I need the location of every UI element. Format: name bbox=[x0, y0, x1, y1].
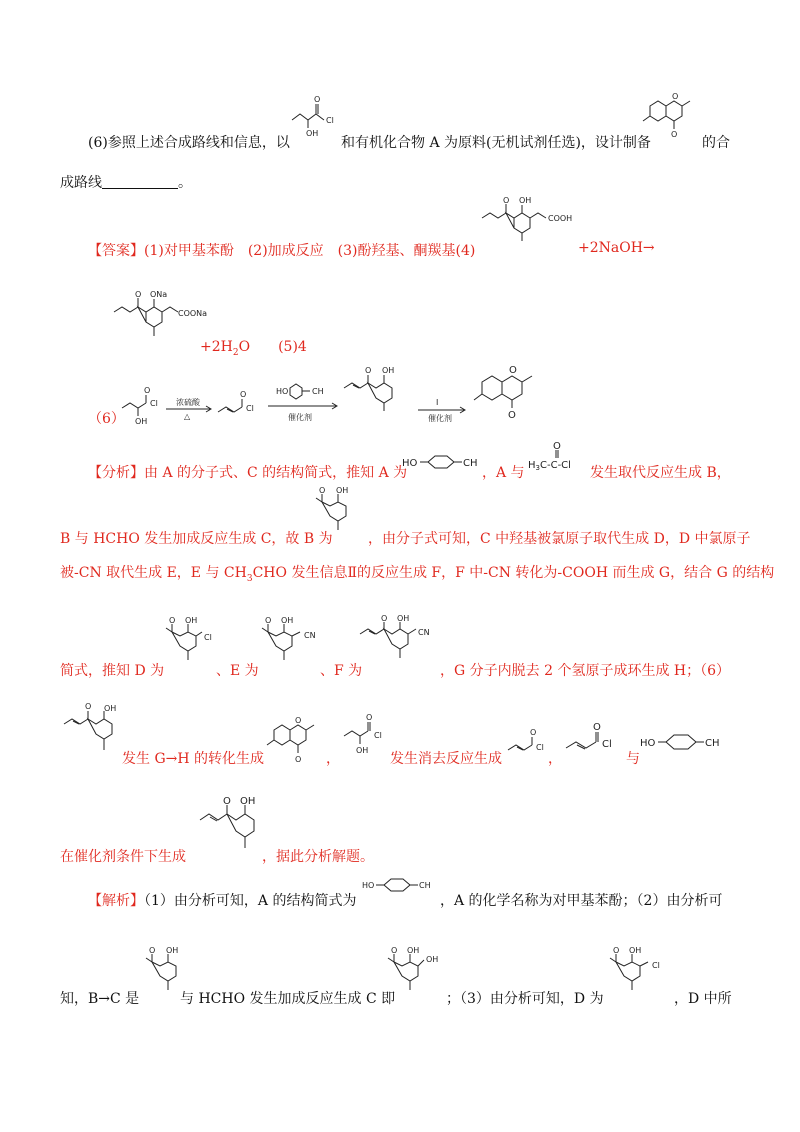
analysis-line-3: 被-CN 取代生成 E，E 与 $CH_3CHO$ 发生信息Ⅱ的反应生成 F，F 中-CN 转化为-COOH 而生成 G，结合 G 的结构 bbox=[60, 565, 775, 584]
route-product-chromone-structure bbox=[470, 362, 552, 422]
svg-text:Cl: Cl bbox=[652, 961, 660, 970]
svg-text:HO: HO bbox=[276, 387, 289, 396]
svg-text:O: O bbox=[381, 614, 388, 623]
analysis-line-5c: 发生消去反应生成 bbox=[390, 751, 502, 767]
analysis-line-4b: 、E 为 bbox=[216, 663, 259, 679]
crotonyl-chloride-structure bbox=[214, 390, 264, 422]
question-6-text-d: 成路线 。 bbox=[60, 175, 192, 191]
solution-line-2b: 与 HCHO 发生加成反应生成 C 即 bbox=[180, 991, 396, 1007]
svg-text:Cl: Cl bbox=[374, 731, 382, 740]
svg-text:H3C-C-Cl: $H_3C-C-Cl$ bbox=[528, 460, 571, 472]
analysis-line-4a: 简式，推知 D 为 bbox=[60, 663, 165, 679]
p-cresol-large-structure bbox=[638, 728, 730, 758]
svg-text:Cl: Cl bbox=[602, 739, 612, 750]
hydroxybutanoyl-chloride-structure bbox=[288, 96, 338, 138]
route-start-structure bbox=[118, 386, 164, 426]
svg-text:O: O bbox=[223, 796, 231, 807]
compound-d-solution-structure bbox=[604, 942, 674, 1000]
svg-text:浓硫酸: 浓硫酸 bbox=[176, 398, 200, 407]
svg-text:O: O bbox=[295, 716, 302, 725]
compound-g-analog-structure bbox=[340, 364, 412, 418]
question-6-text-b: 和有机化合物 A 为原料(无机试剂任选)，设计制备 bbox=[341, 135, 651, 151]
svg-text:O: O bbox=[265, 616, 272, 625]
svg-text:OH: OH bbox=[135, 417, 148, 426]
reaction-arrow-2 bbox=[266, 380, 340, 426]
svg-text:OH: OH bbox=[407, 946, 420, 955]
compound-c-structure bbox=[382, 942, 446, 1000]
svg-text:O: O bbox=[169, 616, 176, 625]
svg-text:O: O bbox=[509, 365, 517, 376]
svg-text:OH: OH bbox=[382, 366, 395, 375]
analysis-line-6b: ，据此分析解题。 bbox=[262, 849, 374, 865]
svg-text:OH: OH bbox=[166, 946, 179, 955]
analysis-line-6a: 在催化剂条件下生成 bbox=[60, 849, 186, 865]
svg-text:△: △ bbox=[184, 412, 191, 421]
svg-text:OH: OH bbox=[426, 955, 439, 964]
svg-text:OH: OH bbox=[519, 196, 532, 205]
p-cresol-structure bbox=[400, 448, 482, 476]
hydroxy-acyl-chloride-small-structure bbox=[340, 710, 392, 758]
svg-text:CH: CH bbox=[705, 738, 720, 749]
svg-text:OH: OH bbox=[336, 486, 349, 495]
svg-text:CN: CN bbox=[304, 631, 316, 640]
analysis-line-5e: 与 bbox=[626, 751, 640, 767]
solution-line-1a: 【解析】（1）由分析可知，A 的结构简式为 bbox=[88, 893, 357, 909]
answer-line-1: 【答案】(1)对甲基苯酚 (2)加成反应 (3)酚羟基、酮羰基(4) bbox=[88, 243, 476, 259]
svg-text:HO: HO bbox=[402, 458, 418, 469]
svg-text:CH: CH bbox=[463, 458, 478, 469]
analysis-line-5b: ， bbox=[326, 751, 340, 767]
svg-text:O: O bbox=[85, 702, 92, 711]
analysis-line-4d: ，G 分子内脱去 2 个氢原子成环生成 H；（6） bbox=[440, 663, 731, 679]
svg-text:催化剂: 催化剂 bbox=[428, 414, 452, 423]
svg-text:ONa: ONa bbox=[150, 290, 168, 299]
question-6-text-c: 的合 bbox=[702, 135, 730, 151]
svg-text:O: O bbox=[530, 728, 537, 737]
reaction-arrow-1 bbox=[164, 396, 214, 422]
reaction-arrow-3 bbox=[416, 396, 468, 426]
answer-water: $+2H_2O$ (5)4 bbox=[200, 339, 307, 358]
analysis-line-2a: B 与 HCHO 发生加成反应生成 C，故 B 为 bbox=[60, 531, 333, 547]
svg-text:HO: HO bbox=[362, 881, 375, 890]
solution-line-2c: ；（3）由分析可知，D 为 bbox=[446, 991, 604, 1007]
compound-e-structure bbox=[256, 614, 320, 666]
acetyl-chloride-structure bbox=[526, 440, 590, 474]
analysis-line-4c: 、F 为 bbox=[320, 663, 363, 679]
crotonyl-chloride-small-structure bbox=[504, 728, 554, 758]
svg-text:O: O bbox=[503, 196, 510, 205]
svg-text:OH: OH bbox=[281, 616, 294, 625]
svg-text:O: O bbox=[671, 130, 678, 139]
compound-f-structure bbox=[356, 614, 446, 666]
p-cresol-solution-structure bbox=[360, 872, 444, 900]
solution-line-2a: 知，B→C 是 bbox=[60, 991, 140, 1007]
svg-text:OH: OH bbox=[306, 129, 319, 138]
svg-text:CH: CH bbox=[419, 881, 431, 890]
analysis-line-1a: 【分析】由 A 的分子式、C 的结构简式，推知 A 为 bbox=[88, 465, 408, 481]
svg-text:HO: HO bbox=[640, 738, 656, 749]
svg-text:O: O bbox=[366, 713, 373, 722]
svg-text:O: O bbox=[508, 410, 516, 421]
svg-text:Cl: Cl bbox=[150, 399, 158, 408]
analysis-line-5a: 发生 G→H 的转化生成 bbox=[122, 751, 265, 767]
svg-text:I: I bbox=[436, 398, 439, 407]
solution-line-1b: ，A 的化学名称为对甲基苯酚；（2）由分析可 bbox=[440, 893, 723, 909]
compound-d-structure bbox=[160, 616, 218, 666]
analysis-line-1b: ，A 与 bbox=[482, 465, 525, 481]
analysis-line-5d: ， bbox=[548, 751, 562, 767]
svg-text:Cl: Cl bbox=[204, 633, 212, 642]
svg-text:O: O bbox=[240, 390, 247, 399]
svg-text:O: O bbox=[672, 92, 679, 101]
svg-text:CH: CH bbox=[312, 387, 324, 396]
svg-text:O: O bbox=[593, 722, 601, 733]
svg-text:O: O bbox=[295, 755, 302, 764]
svg-text:CN: CN bbox=[418, 628, 430, 637]
svg-text:O: O bbox=[135, 290, 142, 299]
svg-text:O: O bbox=[365, 366, 372, 375]
svg-text:OH: OH bbox=[185, 616, 198, 625]
answer-six-label: （6） bbox=[88, 411, 125, 427]
svg-text:COONa: COONa bbox=[178, 309, 208, 318]
answer-blank bbox=[102, 175, 178, 189]
svg-text:OH: OH bbox=[629, 946, 642, 955]
answer-naoh: +2NaOH→ bbox=[578, 240, 655, 256]
svg-text:Cl: Cl bbox=[536, 743, 544, 752]
svg-text:O: O bbox=[391, 946, 398, 955]
svg-text:O: O bbox=[613, 946, 620, 955]
compound-g-small-structure bbox=[60, 702, 124, 760]
compound-g-acid-structure bbox=[478, 196, 578, 246]
svg-text:OH: OH bbox=[240, 796, 256, 807]
analysis-line-2b: ，由分子式可知，C 中羟基被氯原子取代生成 D，D 中氯原子 bbox=[368, 531, 751, 547]
svg-text:COOH: COOH bbox=[548, 214, 573, 223]
analysis-line-1c: 发生取代反应生成 B， bbox=[590, 465, 731, 481]
svg-text:Cl: Cl bbox=[326, 116, 334, 125]
g-analog-large-structure bbox=[196, 796, 272, 858]
svg-text:OH: OH bbox=[104, 704, 117, 713]
svg-text:O: O bbox=[553, 441, 561, 452]
crotonyl-chloride-medium-structure bbox=[562, 722, 626, 756]
chromone-small-structure bbox=[264, 712, 326, 766]
svg-text:OH: OH bbox=[356, 746, 369, 755]
svg-text:O: O bbox=[319, 486, 326, 495]
dimethylchromone-structure bbox=[640, 88, 700, 140]
svg-text:O: O bbox=[149, 946, 156, 955]
svg-text:Cl: Cl bbox=[246, 404, 254, 413]
question-6-text-a: (6)参照上述合成路线和信息，以 bbox=[88, 135, 290, 151]
svg-text:O: O bbox=[314, 95, 321, 104]
solution-line-2d: ，D 中所 bbox=[674, 991, 732, 1007]
svg-text:催化剂: 催化剂 bbox=[288, 413, 312, 422]
svg-text:O: O bbox=[144, 386, 151, 395]
svg-text:OH: OH bbox=[397, 614, 410, 623]
